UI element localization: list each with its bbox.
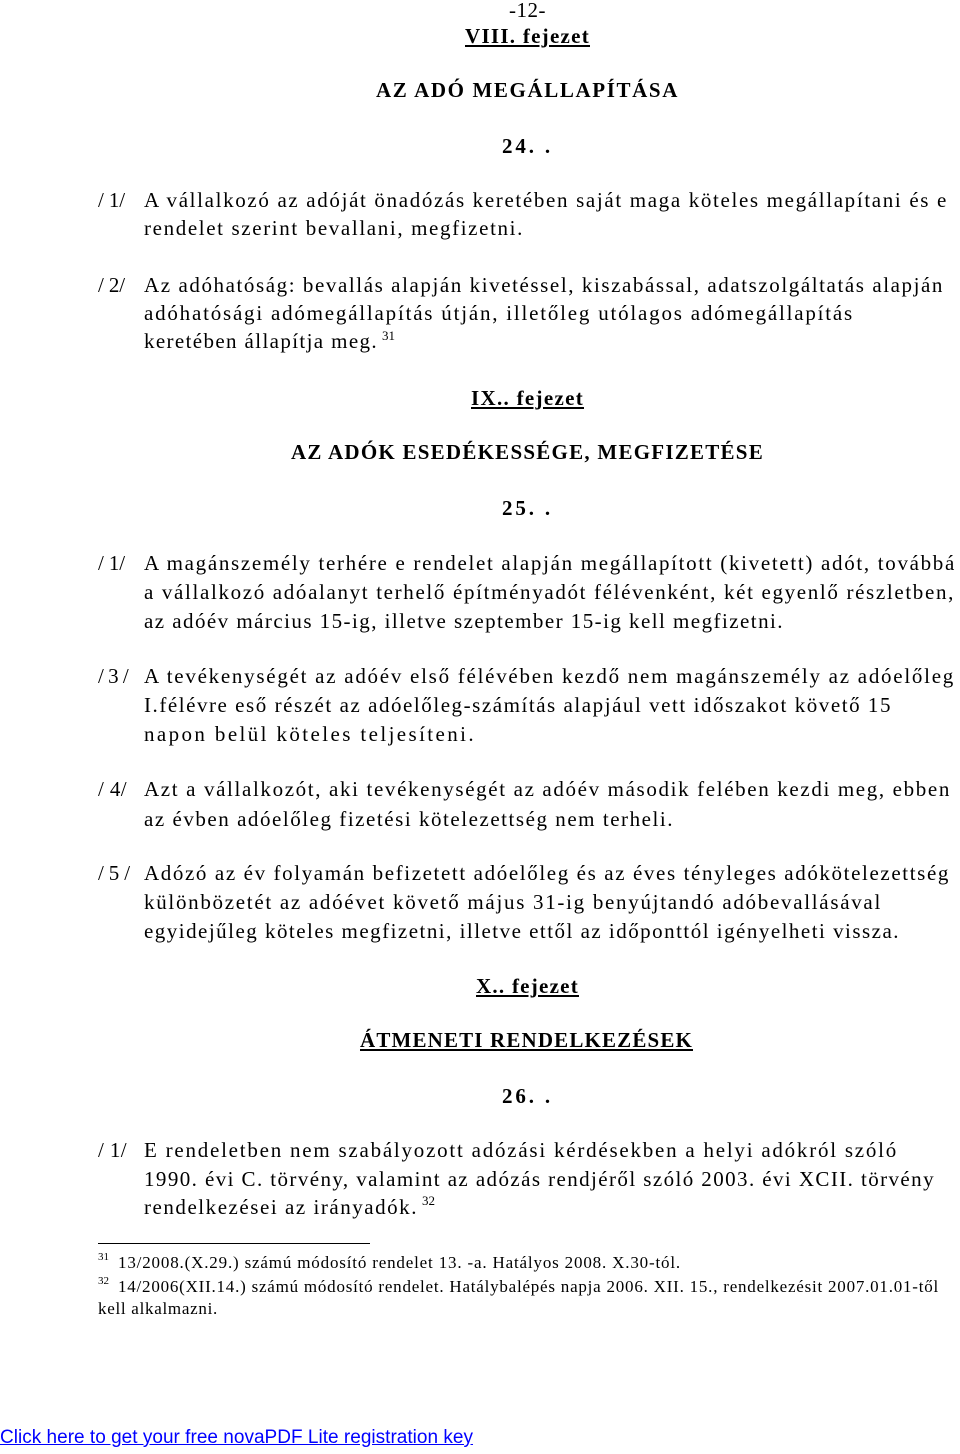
paragraph-line: az évben adóelőleg fizetési kötelezettség nem terheli. [144,807,674,831]
paragraph-marker: /5/ [98,861,135,885]
chapter-heading: IX.. fejezet [471,386,584,410]
paragraph-line: rendelkezései az irányadók. [144,1195,418,1219]
paragraph-line: napon belül köteles teljesíteni. [144,722,476,746]
chapter-heading: X.. fejezet [476,974,579,998]
section-number: 24. . [502,134,553,158]
paragraph-line: Azt a vállalkozót, aki tevékenységét az adóév második felében kezdi meg, ebben [144,777,951,801]
page-number: -12- [509,0,546,22]
paragraph-line: 1990. évi C. törvény, valamint az adózás rendjéről szóló 2003. évi XCII. törvény [144,1167,935,1191]
paragraph-line: rendelet szerint bevallani, megfizetni. [144,216,524,240]
paragraph-line: a vállalkozó adóalanyt terhelő építményadót félévenként, két egyenlő részletben, [144,580,955,604]
paragraph-marker: / 2/ [98,273,125,297]
paragraph-line: I.félévre eső részét az adóelőleg-számítás alapjául vett időszakot követő 15 [144,693,892,717]
novapdf-registration-link[interactable]: Click here to get your free novaPDF Lite registration key [0,1427,473,1448]
paragraph-line: A vállalkozó az adóját önadózás keretében saját maga köteles megállapítani és e [144,188,948,212]
footnote-number: 31 [98,1251,109,1263]
section-number: 25. . [502,496,553,520]
paragraph-line: az adóév március 15-ig, illetve szeptember 15-ig kell megfizetni. [144,609,784,633]
chapter-title: AZ ADÓK ESEDÉKESSÉGE, MEGFIZETÉSE [291,440,764,464]
paragraph-line: különbözetét az adóévet követő május 31-ig benyújtandó adóbevallásával [144,890,882,914]
footnote-reference: 32 [422,1193,435,1208]
paragraph-line: Adózó az év folyamán befizetett adóelőleg és az éves tényleges adókötelezettség [144,861,950,885]
paragraph-marker: / 1/ [98,188,125,212]
chapter-title: AZ ADÓ MEGÁLLAPÍTÁSA [376,78,679,102]
paragraph-line: E rendeletben nem szabályozott adózási kérdésekben a helyi adókról szóló [144,1138,898,1162]
footnote-line: 13/2008.(X.29.) számú módosító rendelet 13. -a. Hatályos 2008. X.30-tól. [118,1253,681,1272]
paragraph-line: keretében állapítja meg. [144,329,378,353]
footnote-separator [98,1243,370,1244]
paragraph-line: A tevékenységét az adóév első félévében kezdő nem magánszemély az adóelőleg [144,664,955,688]
paragraph-line: adóhatósági adómegállapítás útján, illetőleg utólagos adómegállapítás [144,301,854,325]
footnote-line: kell alkalmazni. [98,1299,218,1318]
footnote-reference: 31 [382,328,395,343]
paragraph-marker: / 1/ [98,1138,127,1162]
footnote-number: 32 [98,1275,109,1287]
paragraph-line: A magánszemély terhére e rendelet alapján megállapított (kivetett) adót, továbbá [144,551,956,575]
paragraph-line: egyidejűleg köteles megfizetni, illetve ettől az időponttól igényelheti vissza. [144,919,900,943]
chapter-title: ÁTMENETI RENDELKEZÉSEK [360,1028,693,1052]
footnote-line: 14/2006(XII.14.) számú módosító rendelet. Hatálybalépés napja 2006. XII. 15., rendelkezésit 2007.01.01-től [118,1277,939,1296]
chapter-heading: VIII. fejezet [465,24,590,48]
paragraph-line: Az adóhatóság: bevallás alapján kivetéssel, kiszabással, adatszolgáltatás alapján [144,273,944,297]
paragraph-marker: / 1/ [98,551,125,575]
section-number: 26. . [502,1084,553,1108]
paragraph-marker: / 4/ [98,777,127,801]
paragraph-marker: /3/ [98,664,133,688]
